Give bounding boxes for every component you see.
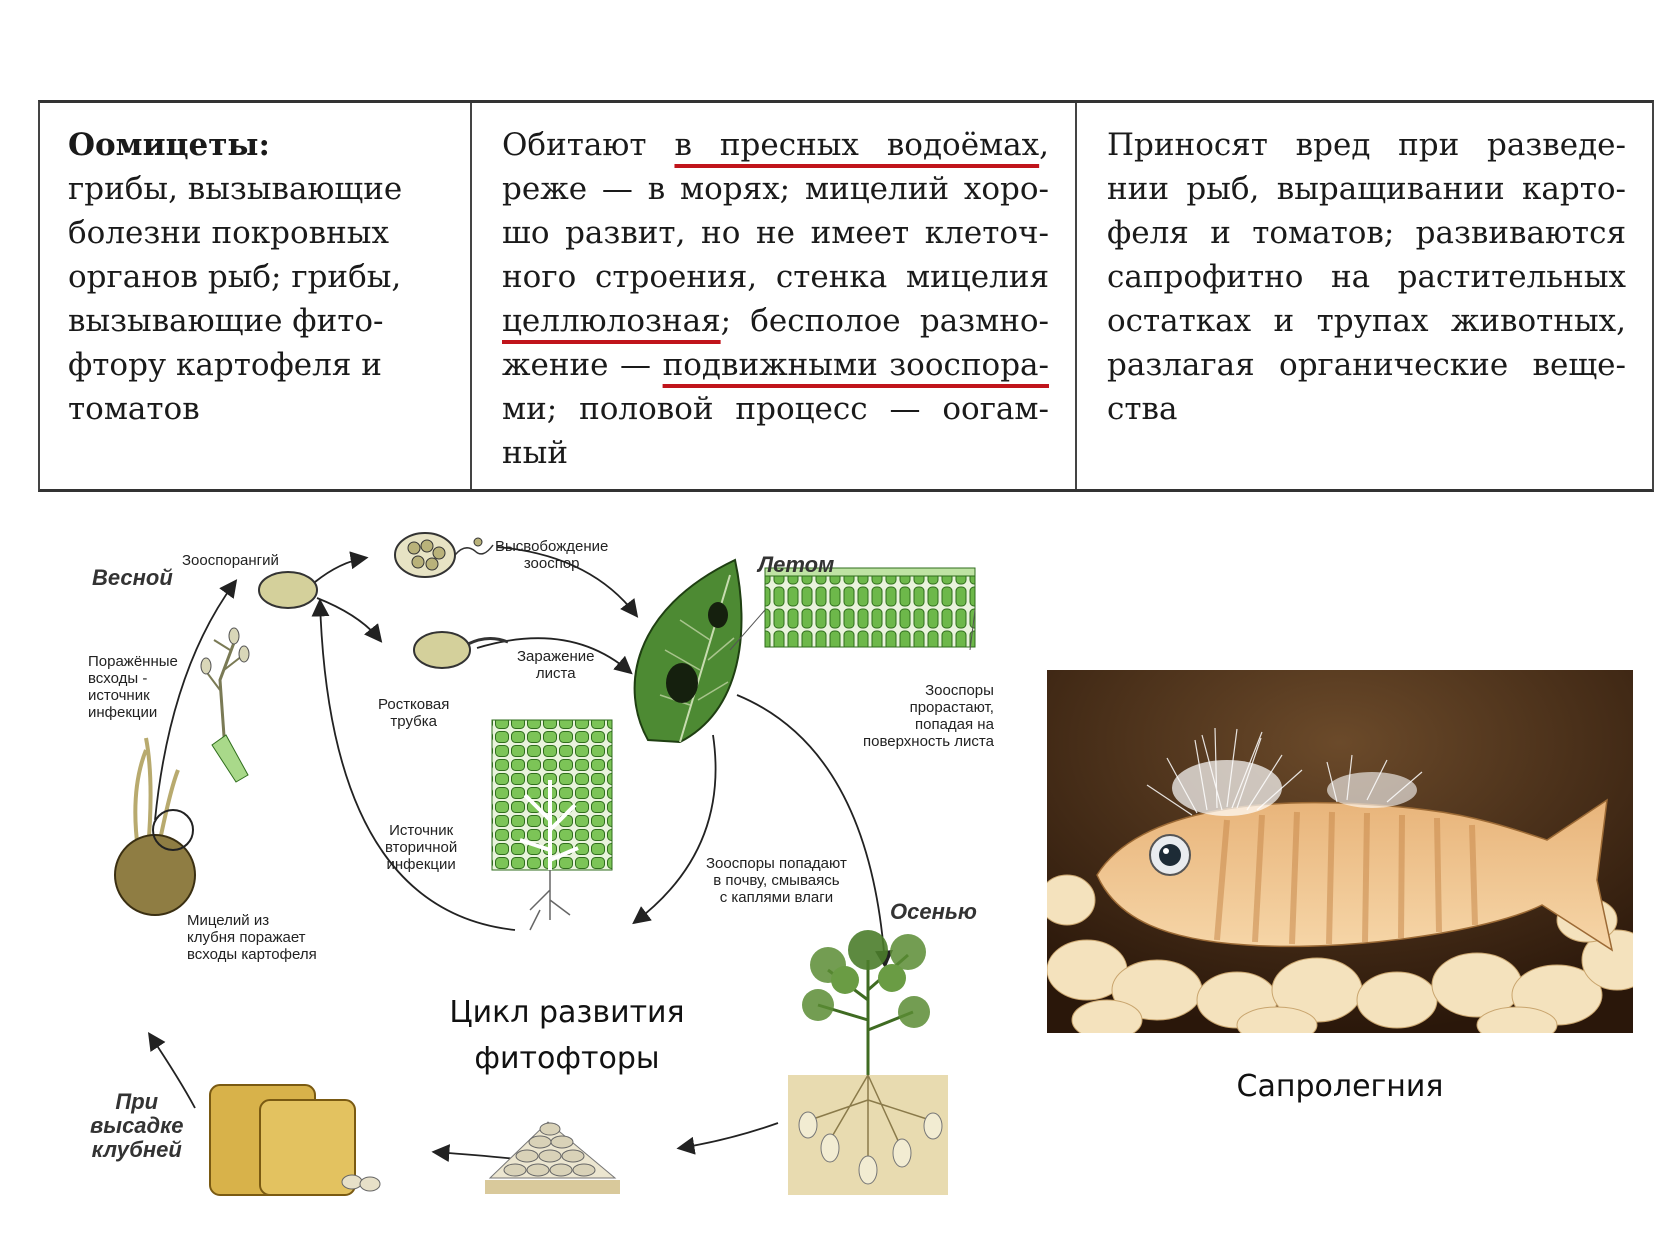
- table-cell-group: [40, 103, 472, 489]
- text-fragment: Обитают: [502, 127, 675, 163]
- infected-shoots-icon: [201, 628, 249, 782]
- label-leaf-infection: [517, 648, 594, 682]
- fish-illustration: [1047, 670, 1633, 1033]
- features-text-line: [502, 343, 1049, 387]
- phytophthora-life-cycle: [30, 520, 1040, 1240]
- text-fragment: ; бесполое размно-: [720, 303, 1049, 339]
- label-secondary-source: [385, 822, 457, 873]
- label-germ-tube: [378, 696, 449, 730]
- caption-line: фитофторы: [474, 1041, 660, 1076]
- label-line: попадая на: [914, 716, 994, 733]
- season-summer: Летом: [758, 552, 835, 577]
- table-cell-significance: [1077, 103, 1652, 489]
- features-text-line: [502, 299, 1049, 343]
- underlined-phrase-freshwater: в пресных водоёмах: [674, 127, 1040, 163]
- features-text-line: ного строения, стенка мицелия: [502, 259, 1049, 295]
- label-line: инфекции: [386, 856, 456, 873]
- label-line: Зооспоры попадают: [706, 855, 847, 872]
- significance-text-line: феля и томатов; развиваются: [1107, 215, 1626, 251]
- label-line: Высвобождение: [495, 538, 609, 555]
- comparison-table: [38, 100, 1654, 492]
- label-line: клубня поражает: [187, 929, 306, 946]
- label-line: в почву, смываясь: [713, 872, 840, 889]
- significance-text-line: нии рыб, выращивании карто-: [1107, 171, 1626, 207]
- secondary-infection-tissue-icon: [492, 720, 612, 930]
- potato-plant-icon: [788, 930, 948, 1195]
- cycle-caption: [392, 990, 742, 1082]
- table-cell-features: [472, 103, 1077, 489]
- label-infected-shoots: [88, 653, 178, 721]
- season-spring: Весной: [92, 565, 173, 590]
- label-line: прорастают,: [909, 699, 994, 716]
- zoosporangium-icon: [259, 572, 317, 608]
- group-text-line: томатов: [68, 391, 200, 427]
- label-soil-zoospores: [706, 855, 847, 906]
- label-line: с каплями влаги: [719, 889, 834, 906]
- label-line: Поражённые: [88, 653, 178, 670]
- group-text-line: вызывающие фито-: [68, 303, 384, 339]
- arrow: [315, 558, 365, 582]
- text-fragment: жение —: [502, 347, 663, 383]
- label-line: листа: [535, 665, 576, 682]
- label-tuber-mycelium: [187, 912, 317, 963]
- label-line: трубка: [390, 713, 437, 730]
- significance-text-line: остатках и трупах животных,: [1107, 303, 1626, 339]
- label-line: всходы -: [88, 670, 148, 687]
- arrow: [317, 598, 380, 640]
- tuber-sacks-icon: [210, 1085, 380, 1195]
- group-text-line: болезни покровных: [68, 215, 389, 251]
- underlined-phrase-zoospores: подвижными зооспора-: [662, 347, 1049, 383]
- germ-tube-icon: [414, 632, 508, 668]
- label-line: Ростковая: [378, 696, 450, 713]
- underlined-phrase-cellulose: целлюлозная: [502, 303, 721, 339]
- label-line: поверхность листа: [863, 733, 994, 750]
- zoospore-release-icon: [395, 533, 493, 577]
- group-text-line: фтору картофеля и: [68, 347, 382, 383]
- group-text-line: грибы, вызывающие: [68, 171, 403, 207]
- label-line: инфекции: [88, 704, 158, 721]
- label-zoospores-germinate: [863, 682, 994, 750]
- label-line: Источник: [389, 822, 454, 839]
- features-text-line: шо развит, но не имеет клеточ-: [502, 215, 1049, 251]
- label-line: всходы картофеля: [187, 946, 317, 963]
- arrow: [635, 735, 716, 922]
- significance-text-line: ства: [1107, 391, 1178, 427]
- season-planting-line: клубней: [91, 1137, 182, 1162]
- season-planting-line: При: [115, 1089, 159, 1114]
- significance-text-line: Приносят вред при разведе-: [1107, 127, 1626, 163]
- label-line: источник: [88, 687, 150, 704]
- features-text-line: ный: [502, 435, 568, 471]
- group-heading: Оомицеты:: [68, 127, 270, 163]
- sprouting-tuber-icon: [115, 738, 195, 915]
- arrow: [680, 1123, 778, 1148]
- season-planting: [90, 1090, 184, 1162]
- label-zoospore-release: [495, 538, 608, 572]
- infected-leaf-icon: [635, 560, 742, 742]
- significance-text-line: разлагая органические веще-: [1107, 347, 1626, 383]
- features-text-line: Обитают в пресных водоёмах,: [502, 127, 1049, 163]
- label-zoosporangium: Зооспорангий: [182, 552, 279, 569]
- label-line: Заражение: [517, 648, 595, 665]
- group-text-line: органов рыб; грибы,: [68, 259, 402, 295]
- label-line: Мицелий из: [187, 912, 270, 929]
- features-text-line: реже — в морях; мицелий хоро-: [502, 171, 1049, 207]
- features-text-line: ми; половой процесс — оогам-: [502, 391, 1049, 427]
- label-line: вторичной: [385, 839, 458, 856]
- leaf-tissue-icon: [730, 568, 975, 650]
- significance-text-line: сапрофитно на растительных: [1107, 259, 1626, 295]
- season-planting-line: высадке: [90, 1113, 184, 1138]
- caption-line: Цикл развития: [449, 995, 685, 1030]
- season-autumn: Осенью: [890, 899, 977, 924]
- photo-caption: Сапролегния: [1236, 1069, 1444, 1104]
- label-line: зооспор: [523, 555, 580, 572]
- label-line: Зооспоры: [925, 682, 994, 699]
- saprolegnia-fish-photo: [1047, 670, 1633, 1033]
